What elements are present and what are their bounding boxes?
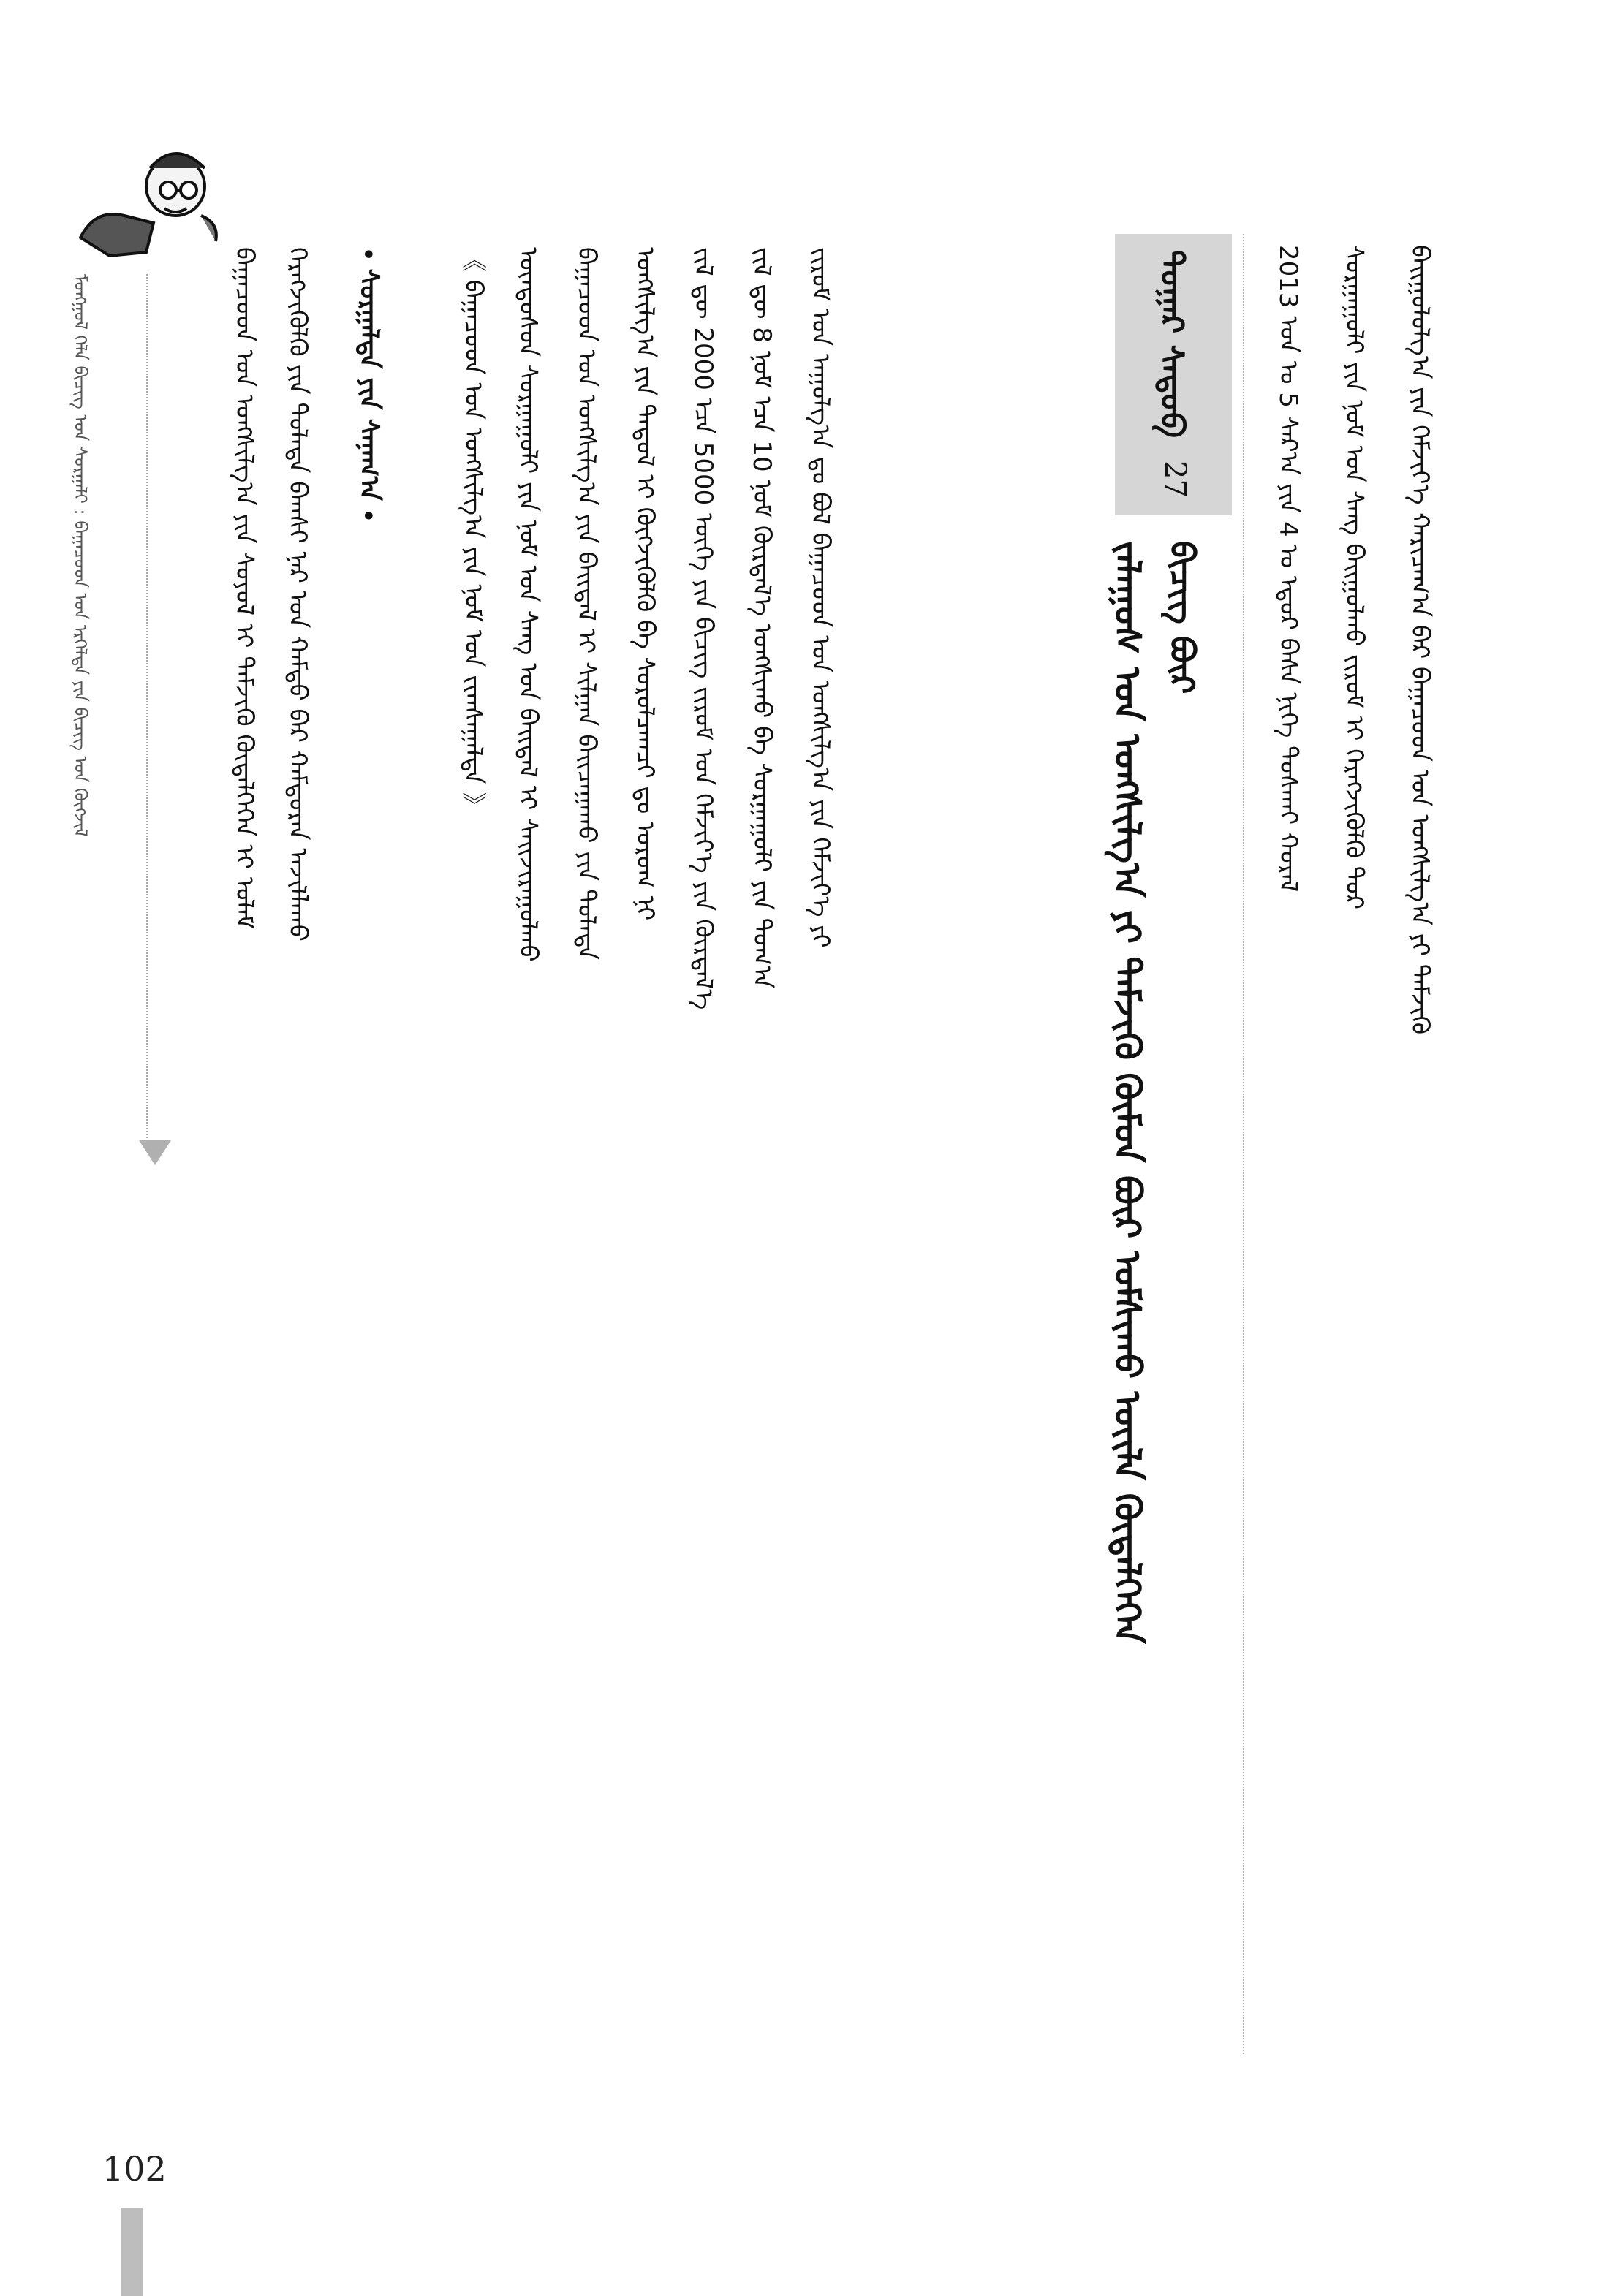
page-number: 102: [102, 2149, 167, 2189]
intro-col-2: ᠰᠤᠷᠭᠠᠭᠤᠯᠢ ᠶᠢᠨ ᠨᠣᠮ ᠤᠨ ᠰᠠᠩ ᠪᠠᠢᠭᠤᠯᠬᠤ ᠵᠢᠷᠤᠮ ᠢ ᠬᠡᠷᠡᠭᠵᠢᠭᠦᠯᠬᠦ ᠳᠤᠷ: [1339, 245, 1369, 910]
body-col-3: ᠵᠢᠯ ᠳᠦ 2000 ᠡᠴᠡ 5000 ᠦᠭᠡ ᠶᠢᠨ ᠪᠢᠴᠢᠭ ᠵᠢᠷᠤᠮ ᠤᠨ ᠬᠡᠮᠵᠢᠶ᠎ᠡ ᠶᠢᠨ ᠬᠦᠷᠲᠡᠯ᠎ᠡ: [689, 247, 718, 1010]
cartoon-boy-icon: [66, 135, 227, 259]
article-title: ᠵᠠᠯᠠᠭᠤᠰ ᠤᠨ ᠤᠩᠰᠢᠯᠭ᠎ᠠ ᠶᠢ ᠳᠡᠮᠵᠢᠬᠦ ᠬᠥᠮᠥᠨ ᠪᠦᠷ ᠤᠮᠰᠢᠬᠤ ᠦᠢᠯᠡ ᠬᠥᠳᠡᠯᠭᠡᠭᠡᠨ: [1106, 541, 1149, 1644]
header-divider: [146, 274, 148, 1144]
bullet-label: ᠰᠤᠷᠭᠠᠯᠲᠠ ᠶᠢᠨ ᠰᠠᠨᠠᠭ᠎ᠠ: [354, 268, 384, 501]
bullet-dot-icon: •: [355, 247, 380, 269]
bullet-text-col-2: ᠬᠡᠷᠡᠭᠵᠢᠭᠦᠯᠬᠦ ᠶᠢᠨ ᠲᠤᠯᠠᠳᠠ ᠪᠠᠭᠰᠢ ᠨᠠᠷ ᠤᠨ ᠬᠠᠮᠲᠤ ᠪᠠᠷ ᠬᠠᠮᠲᠤᠷᠠᠨ ᠠᠵᠢᠯᠯᠠᠬᠤ: [283, 247, 312, 941]
bullet-heading: • ᠰᠤᠷᠭᠠᠯᠲᠠ ᠶᠢᠨ ᠰᠠᠨᠠᠭ᠎ᠠ •: [354, 247, 384, 523]
heading-label: ᠳᠤᠭᠠᠷ ᠰᠡᠳᠦᠪ: [1153, 250, 1190, 439]
side-tab-bar: [121, 2208, 143, 2296]
title-divider: [1243, 234, 1244, 2054]
body-col-5: ᠪᠠᠭᠠᠴᠤᠳ ᠤᠨ ᠤᠩᠰᠢᠯᠭ᠎ᠠ ᠶᠢᠨ ᠪᠠᠢᠳᠠᠯ ᠢ ᠰᠢᠯᠭᠠᠨ ᠪᠠᠢᠴᠠᠭᠠᠬᠤ ᠶᠢᠨ ᠲᠤᠯᠠᠳᠠ: [572, 247, 601, 961]
article-title-line2: ᠪᠢᠴᠢᠭ ᠪᠦᠷ: [1162, 541, 1202, 694]
body-col-6: ᠦᠨᠳᠦᠰᠦᠨ ᠰᠤᠷᠭᠠᠭᠤᠯᠢ ᠶᠢᠨ ᠨᠣᠮ ᠤᠨ ᠰᠠᠩ ᠤᠨ ᠪᠠᠢᠳᠠᠯ ᠢ ᠰᠠᠢᠵᠢᠷᠠᠭᠤᠯᠬᠤ: [513, 247, 542, 962]
intro-col-1: ᠪᠠᠢᠭᠤᠯᠤᠯᠭ᠎ᠠ ᠶᠢᠨ ᠬᠡᠮᠵᠢᠶ᠎ᠡ ᠬᠠᠷᠢᠴᠠᠭ᠎ᠠ ᠪᠠᠷ ᠪᠠᠭᠠᠴᠤᠳ ᠤᠨ ᠤᠩᠰᠢᠯᠭ᠎ᠠ ᠶᠢ ᠳᠡᠮᠵᠢᠬᠦ: [1405, 245, 1434, 1035]
body-col-7: 《 ᠪᠠᠭᠠᠴᠤᠳ ᠤᠨ ᠤᠩᠰᠢᠯᠭ᠎ᠠ ᠶᠢᠨ ᠨᠣᠮ ᠤᠨ ᠵᠢᠭᠰᠠᠭᠠᠯᠲᠠ 》: [458, 247, 488, 817]
heading-number: 27: [1158, 461, 1192, 498]
bullet-text-col-1: ᠪᠠᠭᠠᠴᠤᠳ ᠤᠨ ᠤᠩᠰᠢᠯᠭ᠎ᠠ ᠶᠢᠨ ᠰᠣᠶᠣᠯ ᠢ ᠳᠡᠮᠵᠢᠬᠦ ᠬᠥᠳᠡᠯᠭᠡᠭᠡᠨ ᠢ ᠤᠯᠠᠮ: [230, 247, 259, 929]
body-col-4: ᠤᠩᠰᠢᠯᠭ᠎ᠠ ᠶᠢᠨ ᠳᠠᠳᠤᠯ ᠢ ᠬᠥᠭᠵᠢᠭᠦᠯᠬᠦ ᠪᠠ ᠰᠤᠷᠤᠯᠴᠠᠭᠴᠢ ᠳᠤ ᠤᠷᠤᠭ ᠨᠢ: [630, 247, 659, 921]
triangle-marker-icon: [139, 1140, 171, 1165]
heading-number-box: [1115, 234, 1232, 515]
running-header: ᠮᠣᠩᠭᠣᠯ ᠬᠡᠯᠡ ᠪᠢᠴᠢᠭ ᠤᠨ ᠰᠤᠷᠭᠠᠯᠢ : ᠪᠠᠭᠠᠴᠤᠳ ᠤᠨ ᠡᠷᠭᠡᠯᠲᠡ ᠶᠢᠨ ᠪᠢᠴᠢᠭ ᠤᠨ ᠬᠥᠭᠵᠢᠯ: [70, 274, 91, 837]
intro-col-3: 2013 ᠣᠨ ᠤ 5 ᠰᠠᠷ᠎ᠠ ᠶᠢᠨ 4 ᠤ ᠡᠳᠦᠷ ᠪᠠᠰᠠ ᠨᠢᠭᠡ ᠲᠤᠰᠬᠠᠢ ᠬᠤᠷᠠᠯ: [1274, 245, 1303, 893]
body-col-2: ᠵᠢᠯ ᠳᠦ 8 ᠨᠣᠮ ᠡᠴᠡ 10 ᠨᠣᠮ ᠬᠦᠷᠲᠡᠯ᠎ᠡ ᠤᠩᠰᠢᠬᠤ ᠪᠠ ᠰᠤᠷᠭᠠᠭᠤᠯᠢ ᠶᠢᠨ ᠲᠣᠭ᠎ᠠ: [747, 247, 776, 989]
body-col-1: ᠵᠢᠷᠤᠮ ᠤᠨ ᠠᠭᠤᠯᠭ᠎ᠠ ᠳᠤ ᠪᠣᠯ ᠪᠠᠭᠠᠴᠤᠳ ᠤᠨ ᠤᠩᠰᠢᠯᠭ᠎ᠠ ᠶᠢᠨ ᠬᠡᠮᠵᠢᠶ᠎ᠡ ᠶᠢ: [806, 247, 835, 948]
